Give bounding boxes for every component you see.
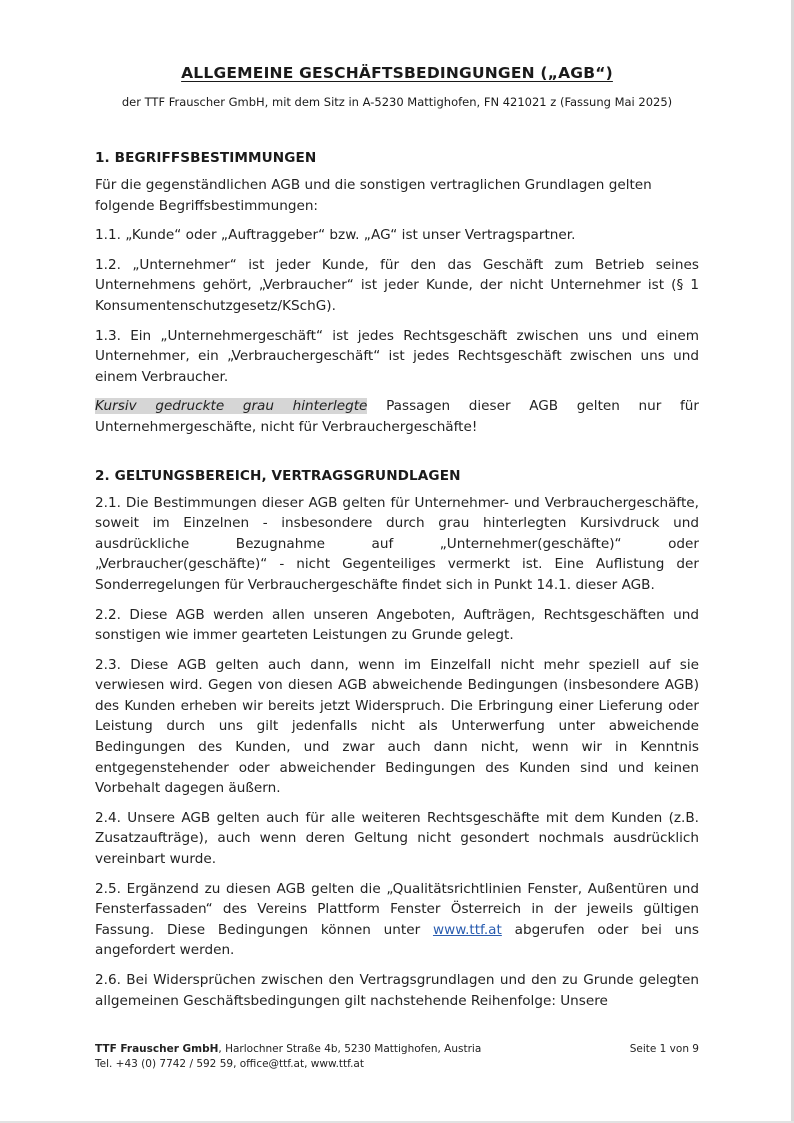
paragraph-2-5: [95, 879, 699, 961]
paragraph-2-4: 2.4. Unsere AGB gelten auch für alle weiteren Rechtsgeschäfte mit dem Kunden (z.B. Zusatzaufträge), auch wenn deren Geltung nicht gesondert nochmals ausdrücklich vereinbart wurde.: [95, 809, 699, 868]
page-number: Seite 1 von 9: [629, 1043, 699, 1055]
section-1-intro: Für die gegenständlichen AGB und die sonstigen vertraglichen Grundlagen gelten folgende Begriffsbestimmungen:: [95, 177, 652, 214]
highlighted-note-text: Kursiv gedruckte grau hinterlegte: [95, 398, 368, 415]
paragraph-2-5-text-end: abgerufen oder bei uns angefordert werden.: [95, 921, 699, 959]
note-rest-text: Passagen dieser AGB gelten nur für Unternehmergeschäfte, nicht für Verbrauchergeschäfte!: [95, 398, 699, 435]
footer-contact: Tel. +43 (0) 7742 / 592 59, office@ttf.at, www.ttf.at: [95, 1058, 364, 1070]
footer-line-1: [95, 1042, 481, 1057]
section-heading-2: 2. GELTUNGSBEREICH, VERTRAGSGRUNDLAGEN: [95, 467, 461, 484]
footer-company: TTF Frauscher GmbH: [95, 1043, 219, 1055]
paragraph-2-2: 2.2. Diese AGB werden allen unseren Angeboten, Aufträgen, Rechtsgeschäften und sonstigen wie immer gearteten Leistungen zu Grunde gelegt.: [95, 606, 699, 644]
paragraph-2-6: 2.6. Bei Widersprüchen zwischen den Vertragsgrundlagen und den zu Grunde gelegten allgemeinen Geschäftsbedingungen gilt nachstehende Reihenfolge: Unsere: [95, 972, 699, 1009]
paragraph-1-2: 1.2. „Unternehmer“ ist jeder Kunde, für den das Geschäft zum Betrieb seines Unternehmens gehört, „Verbraucher“ ist jeder Kunde, der nicht Unternehmer ist (§ 1 Konsumentenschutzgesetz/KSchG).: [95, 256, 699, 314]
paragraph-2-1: 2.1. Die Bestimmungen dieser AGB gelten für Unternehmer- und Verbrauchergeschäfte, soweit im Einzelnen - insbesondere durch grau hinterlegten Kursivdruck und ausdrückliche Bezugnahme auf „Unternehmer(geschäfte)“ oder „Verbraucher(geschäfte)“ - nicht Gegenteiliges vermerkt ist. Eine Auflistung der Sonderregelungen für Verbrauchergeschäfte findet sich in Punkt 14.1. dieser AGB.: [95, 494, 699, 593]
document-page: [95, 64, 699, 1011]
paragraph-1-3: 1.3. Ein „Unternehmergeschäft“ ist jedes Rechtsgeschäft zwischen uns und einem Unternehmer, ein „Verbrauchergeschäft“ ist jedes Rechtsgeschäft zwischen uns und einem Verbraucher.: [95, 327, 699, 385]
paragraph-1-1: 1.1. „Kunde“ oder „Auftraggeber“ bzw. „AG“ ist unser Vertragspartner.: [95, 227, 576, 244]
footer-address: , Harlochner Straße 4b, 5230 Mattighofen, Austria: [218, 1043, 482, 1055]
document-title: ALLGEMEINE GESCHÄFTSBEDINGUNGEN („AGB“): [181, 64, 613, 82]
document-subtitle: der TTF Frauscher GmbH, mit dem Sitz in A-5230 Mattighofen, FN 421021 z (Fassung Mai 2025): [121, 95, 673, 109]
note-paragraph: [95, 396, 699, 437]
page-footer: [95, 1042, 699, 1072]
website-link[interactable]: www.ttf.at: [432, 921, 502, 938]
paragraph-2-3: 2.3. Diese AGB gelten auch dann, wenn im Einzelfall nicht mehr speziell auf sie verwiesen wird. Gegen von diesen AGB abweichende Bedingungen (insbesondere AGB) des Kunden erheben wir bereits jetzt Widerspruch. Die Erbringung einer Lieferung oder Leistung durch uns gilt jedenfalls nicht als Unterwerfung unter abweichende Bedingungen des Kunden, und zwar auch dann nicht, wenn wir in Kenntnis entgegenstehender oder abweichender Bedingungen des Kunden sind und keinen Vorbehalt dagegen äußern.: [95, 656, 699, 797]
paragraph-2-5-text: 2.5. Ergänzend zu diesen AGB gelten die „Qualitätsrichtlinien Fenster, Außentüren und Fensterfassaden“ des Vereins Plattform Fenster Österreich in der jeweils gültigen Fassung. Diese Bedingungen können unter: [95, 880, 699, 938]
footer-address-block: [95, 1042, 481, 1072]
section-heading-1: 1. BEGRIFFSBESTIMMUNGEN: [95, 150, 317, 166]
